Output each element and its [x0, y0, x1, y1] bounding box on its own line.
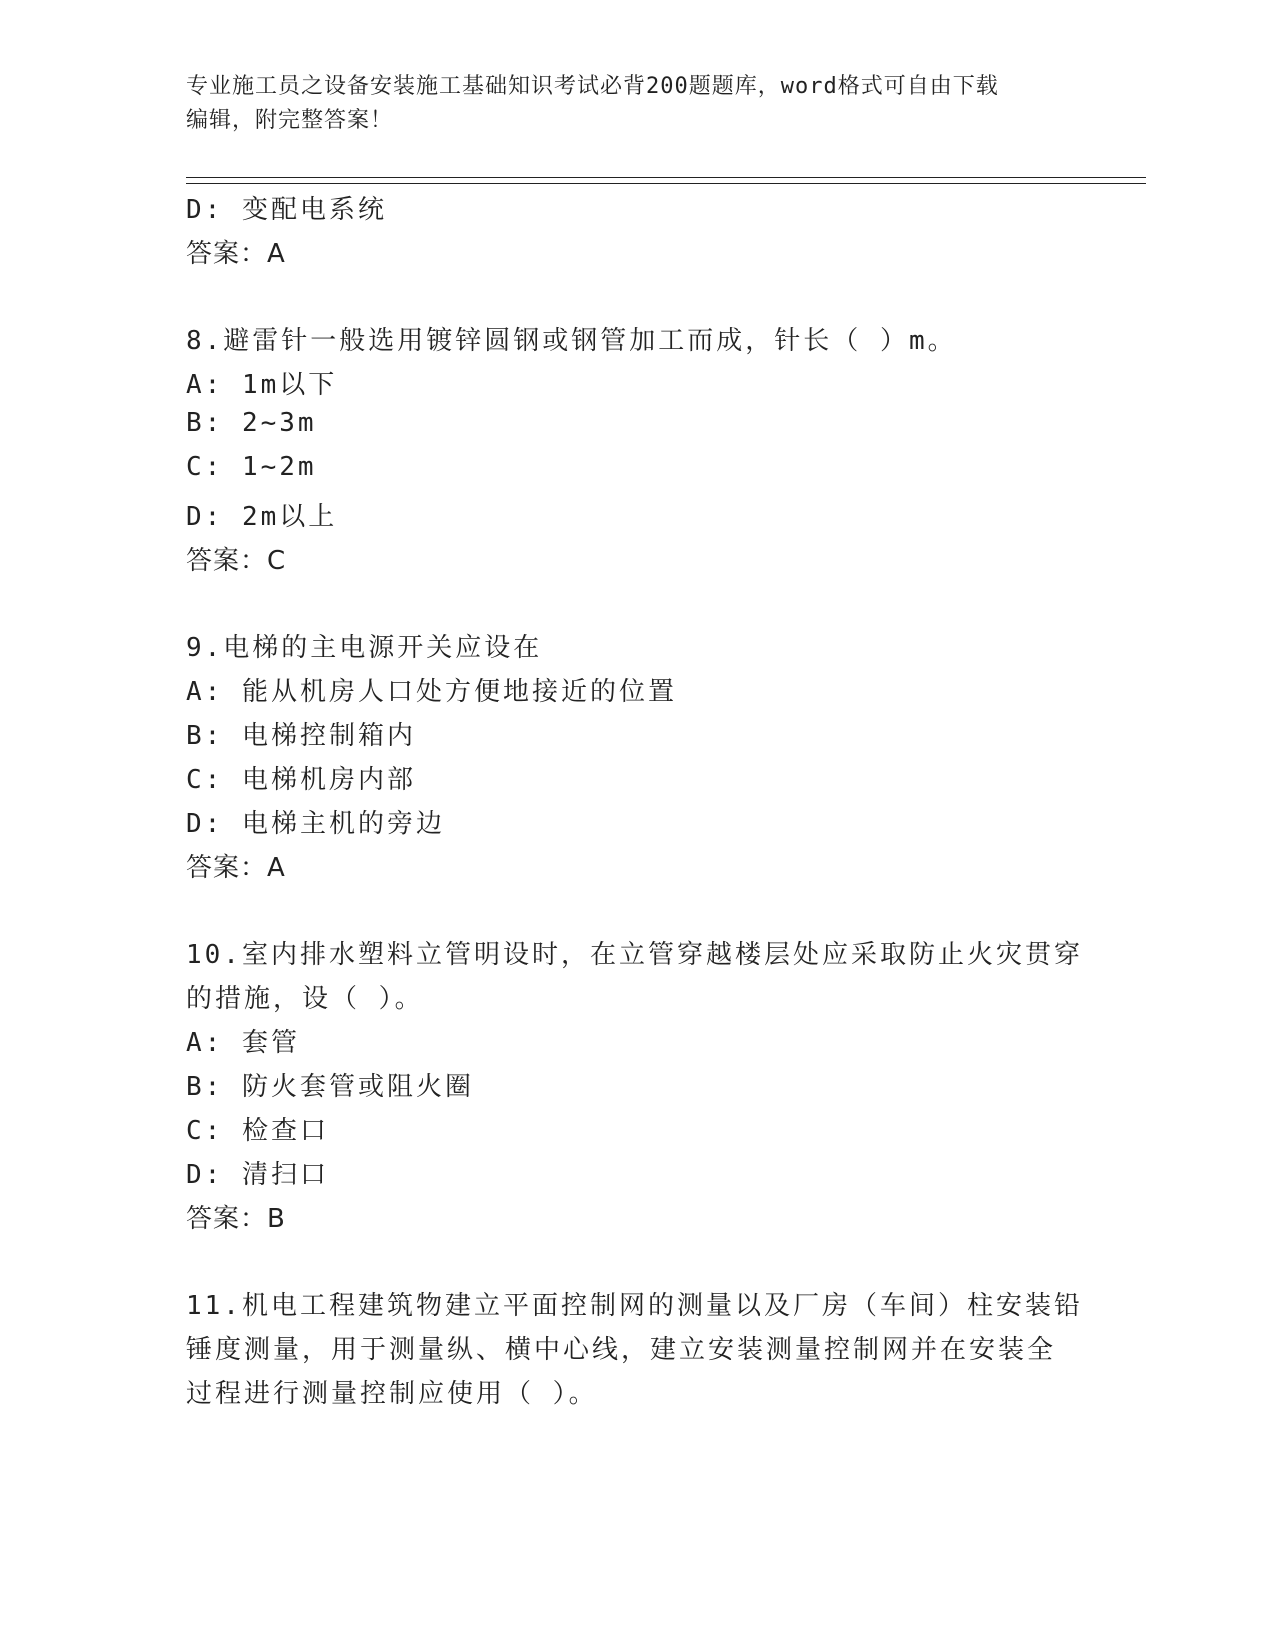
option-b: B: 电梯控制箱内	[186, 721, 416, 751]
answer-line: 答案：A	[186, 853, 286, 883]
question-stem: 10.室内排水塑料立管明设时，在立管穿越楼层处应采取防止火灾贯穿	[186, 940, 1083, 970]
question-stem: 11.机电工程建筑物建立平面控制网的测量以及厂房（车间）柱安装铅	[186, 1291, 1083, 1321]
option-d: D: 清扫口	[186, 1160, 329, 1190]
header-divider-top	[186, 177, 1146, 178]
option-c: C: 检查口	[186, 1116, 329, 1146]
option-c: C: 电梯机房内部	[186, 765, 416, 795]
header-divider-bottom	[186, 183, 1146, 184]
question-stem-continued: 锤度测量，用于测量纵、横中心线，建立安装测量控制网并在安装全	[186, 1335, 1057, 1365]
document-header	[186, 70, 1086, 138]
option-a: A: 1m以下	[186, 370, 338, 400]
option-d: D: 2m以上	[186, 502, 338, 532]
answer-line: 答案：B	[186, 1204, 286, 1234]
question-stem: 8.避雷针一般选用镀锌圆钢或钢管加工而成，针长（ ）m。	[186, 326, 957, 356]
option-b: B: 防火套管或阻火圈	[186, 1072, 474, 1102]
option-b: B: 2~3m	[186, 408, 317, 438]
header-line-2: 编辑，附完整答案！	[186, 108, 394, 133]
answer-line: 答案：A	[186, 239, 286, 269]
option-a: A: 能从机房人口处方便地接近的位置	[186, 677, 677, 707]
question-stem-continued: 的措施，设（ ）。	[186, 984, 424, 1014]
option-d: D: 变配电系统	[186, 195, 387, 225]
option-d: D: 电梯主机的旁边	[186, 809, 445, 839]
option-c: C: 1~2m	[186, 452, 317, 482]
question-stem-continued: 过程进行测量控制应使用（ ）。	[186, 1379, 598, 1409]
answer-line: 答案：C	[186, 546, 287, 576]
question-stem: 9.电梯的主电源开关应设在	[186, 633, 543, 663]
header-line-1: 专业施工员之设备安装施工基础知识考试必背200题题库，word格式可自由下载	[186, 74, 999, 99]
option-a: A: 套管	[186, 1028, 300, 1058]
